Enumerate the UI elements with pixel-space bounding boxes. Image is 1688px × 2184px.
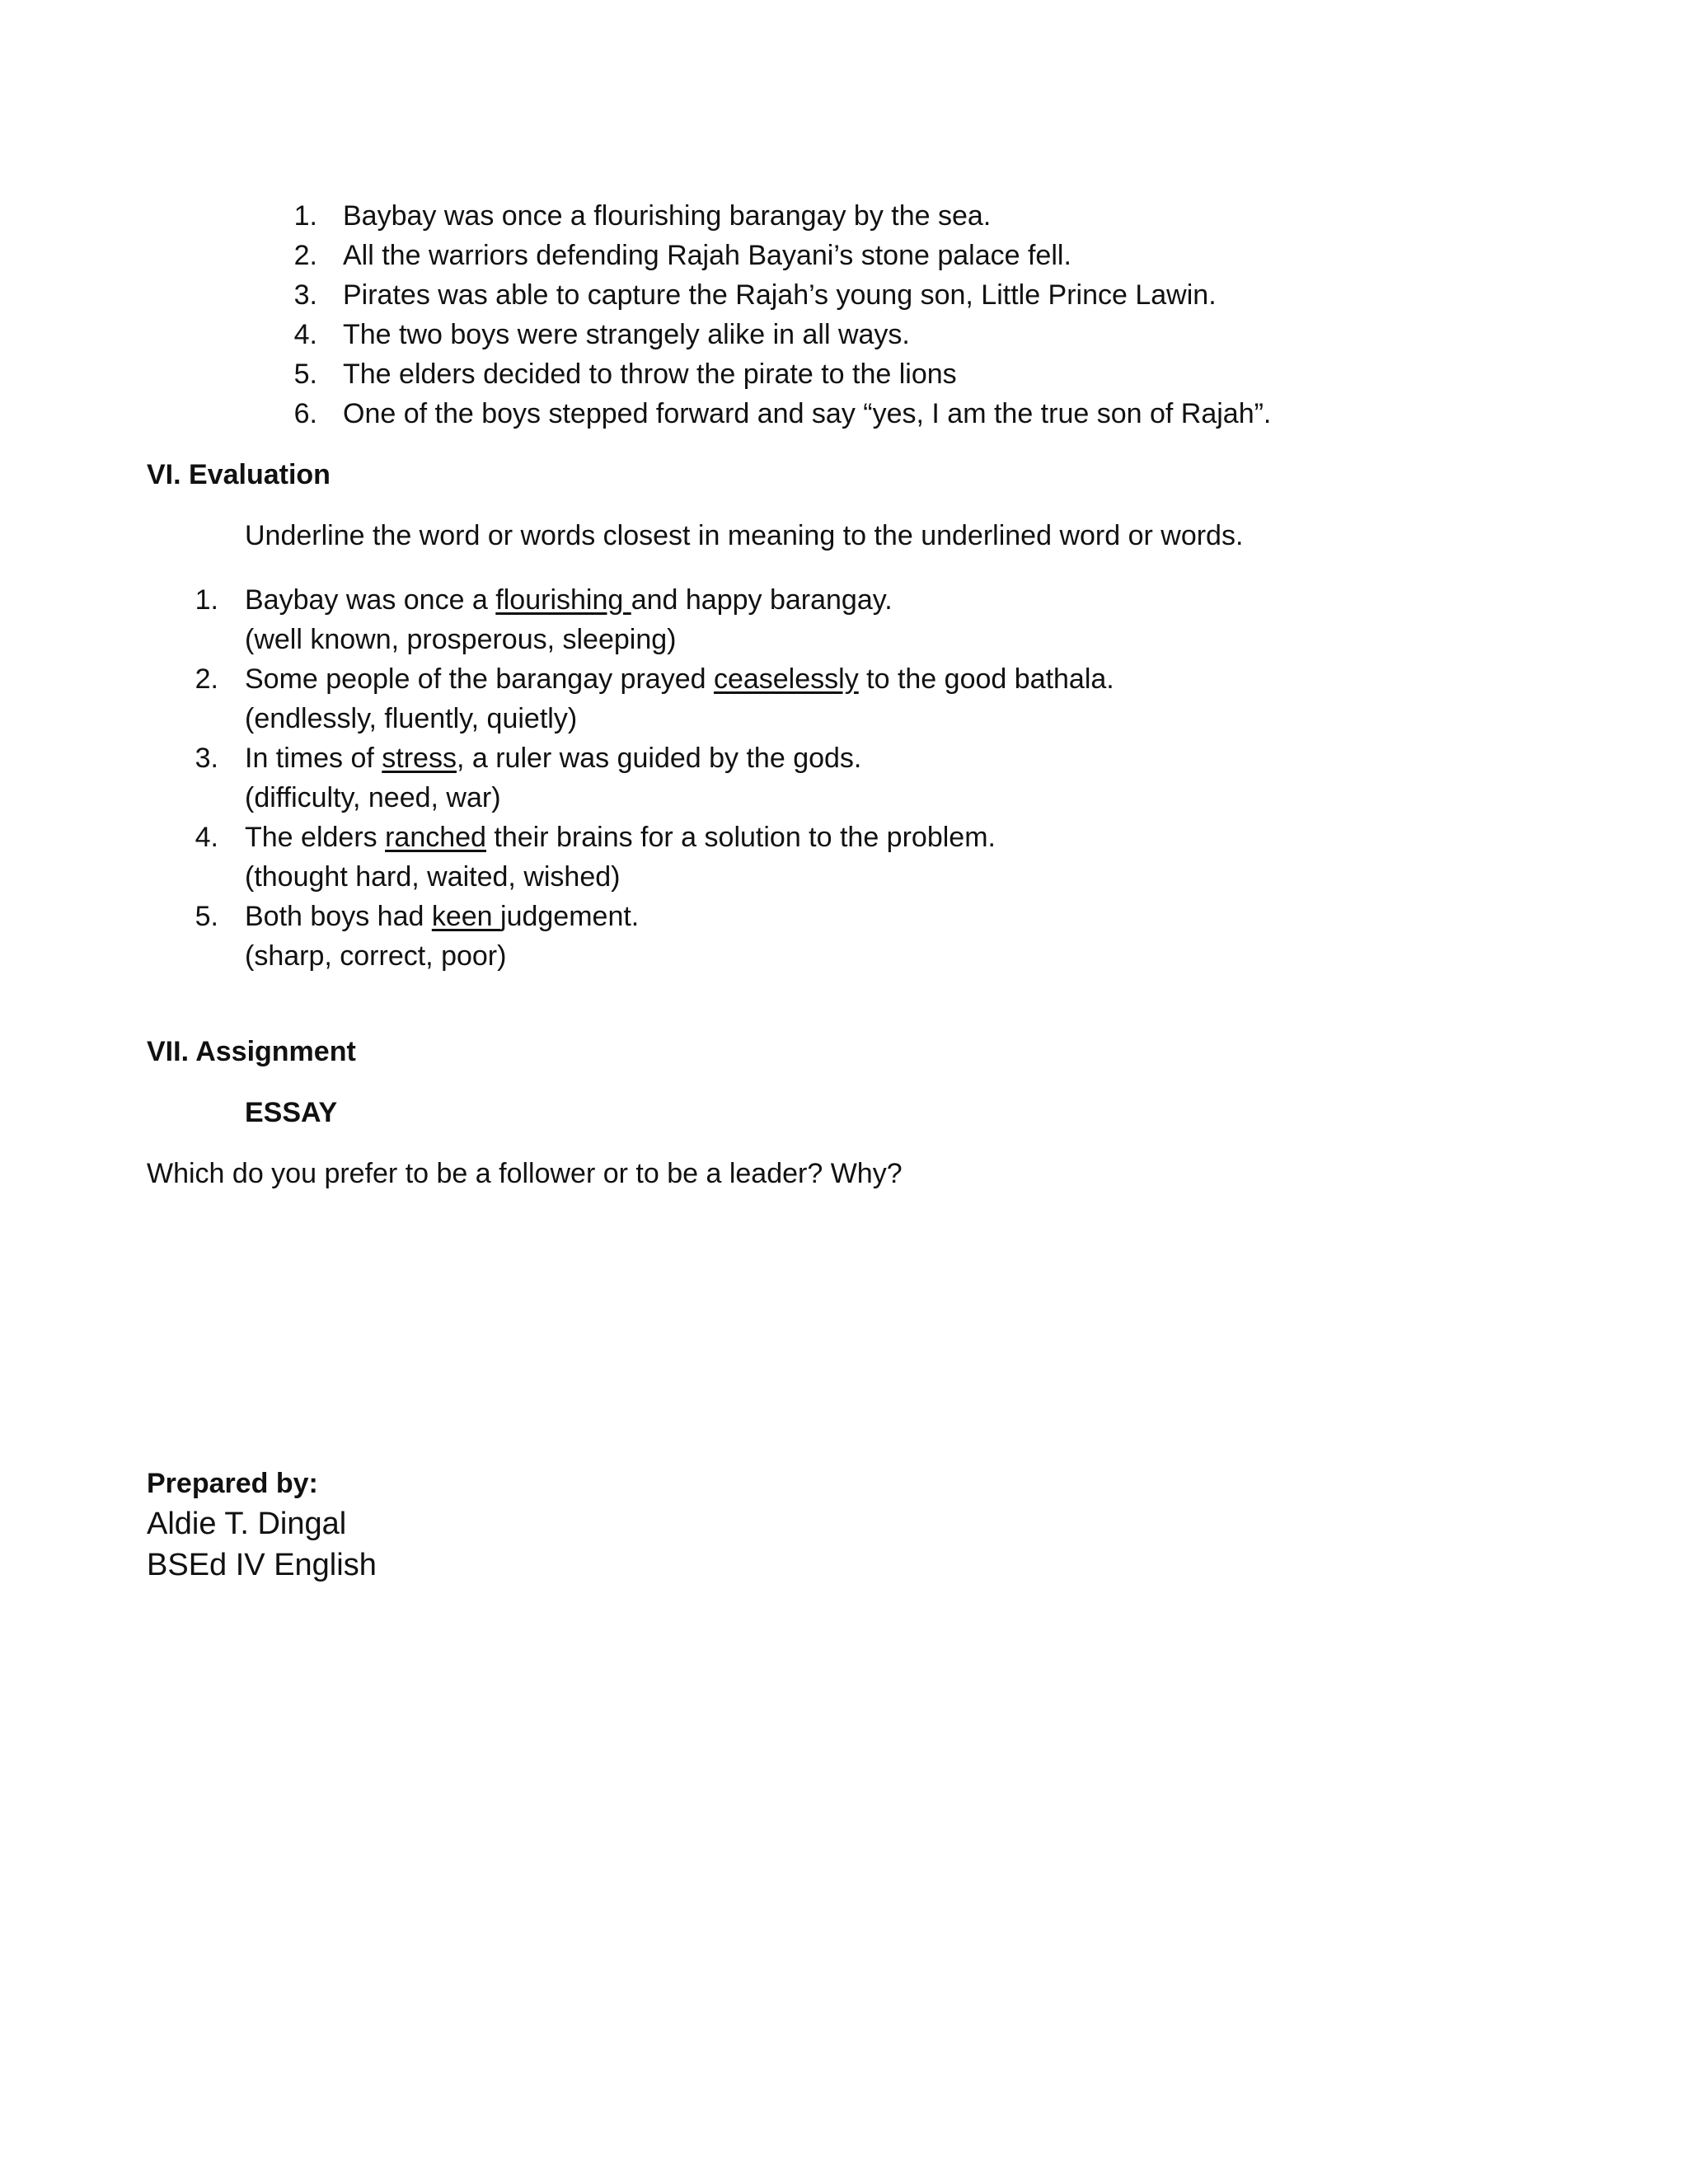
list-number: 4. xyxy=(195,822,218,853)
question-line xyxy=(245,738,861,778)
question-text-after: their brains for a solution to the problem. xyxy=(485,822,996,853)
author-course: BSEd IV English xyxy=(147,1548,377,1582)
question-text-before: In times of xyxy=(245,743,382,774)
underlined-word: stress xyxy=(382,743,457,774)
list-number: 4. xyxy=(293,319,317,350)
list-item: Pirates was able to capture the Rajah’s young son, Little Prince Lawin. xyxy=(343,279,1217,311)
answer-choices: (sharp, correct, poor) xyxy=(245,940,507,972)
question-line xyxy=(245,897,639,936)
list-item: One of the boys stepped forward and say “yes, I am the true son of Rajah”. xyxy=(343,398,1272,429)
question-text-after: to the good bathala. xyxy=(858,663,1114,695)
underlined-word: ceaselessly xyxy=(713,663,859,695)
answer-choices: (endlessly, fluently, quietly) xyxy=(245,703,578,734)
list-item: The elders decided to throw the pirate to the lions xyxy=(343,359,957,390)
answer-choices: (well known, prosperous, sleeping) xyxy=(245,624,677,655)
question-text-before: The elders xyxy=(245,822,386,853)
list-number: 6. xyxy=(293,398,317,429)
list-item: All the warriors defending Rajah Bayani’s stone palace fell. xyxy=(343,240,1071,271)
essay-subheading: ESSAY xyxy=(245,1097,338,1128)
assignment-heading: VII. Assignment xyxy=(147,1036,356,1067)
list-number: 5. xyxy=(293,359,317,390)
list-number: 3. xyxy=(195,743,218,774)
question-line xyxy=(245,818,996,857)
question-text-after: , a ruler was guided by the gods. xyxy=(456,743,862,774)
question-text-before: Some people of the barangay prayed xyxy=(245,663,714,695)
underlined-word: flourishing xyxy=(495,584,631,616)
essay-question: Which do you prefer to be a follower or to be a leader? Why? xyxy=(147,1158,903,1189)
underlined-word: ranched xyxy=(385,822,486,853)
question-text-before: Baybay was once a xyxy=(245,584,496,616)
answer-choices: (difficulty, need, war) xyxy=(245,782,501,813)
question-text-after: and happy barangay. xyxy=(631,584,893,616)
list-number: 2. xyxy=(195,663,218,695)
question-line xyxy=(245,659,1114,699)
list-number: 2. xyxy=(293,240,317,271)
evaluation-heading: VI. Evaluation xyxy=(147,459,331,490)
question-line xyxy=(245,580,893,620)
author-name: Aldie T. Dingal xyxy=(147,1507,347,1541)
question-text-before: Both boys had xyxy=(245,901,432,932)
list-number: 1. xyxy=(195,584,218,616)
list-item: Baybay was once a flourishing barangay by the sea. xyxy=(343,200,992,232)
list-number: 1. xyxy=(293,200,317,232)
list-number: 3. xyxy=(293,279,317,311)
list-item: The two boys were strangely alike in all ways. xyxy=(343,319,910,350)
question-text-after: judgement. xyxy=(500,901,640,932)
prepared-by-label: Prepared by: xyxy=(147,1468,318,1499)
evaluation-instruction: Underline the word or words closest in meaning to the underlined word or words. xyxy=(245,520,1244,551)
answer-choices: (thought hard, waited, wished) xyxy=(245,861,621,893)
list-number: 5. xyxy=(195,901,218,932)
underlined-word: keen xyxy=(431,901,501,932)
